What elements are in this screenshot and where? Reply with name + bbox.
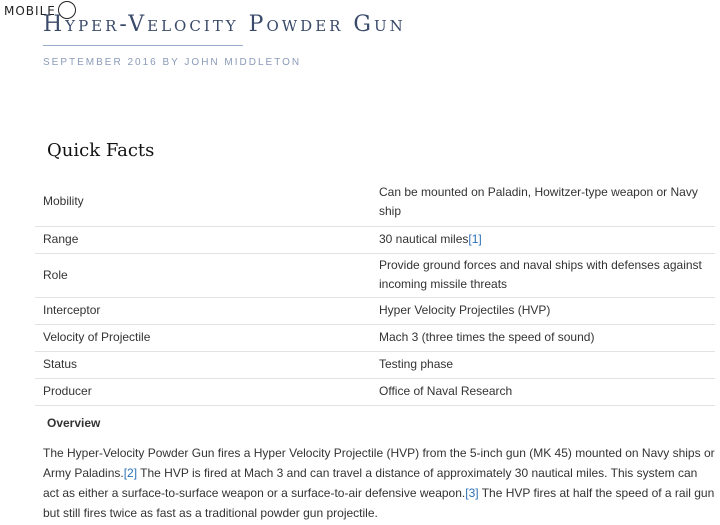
watermark-text: MOBILE [4,4,56,18]
fact-value: Can be mounted on Paladin, Howitzer-type weapon or Navy ship [379,184,698,218]
quick-facts-heading: Quick Facts [47,140,155,161]
fact-label: Producer [43,384,92,398]
table-row [35,351,715,378]
overview-paragraph [43,443,715,523]
overview-text-part: The HVP is fired at Mach 3 and can travel a distance of approximately 30 nautical miles. This system can act as either a surface-to-surface weapon or a surface-to-air defensive weapon. [43,466,698,500]
byline: SEPTEMBER 2016 BY JOHN MIDDLETON [43,57,302,68]
fact-label: Status [43,357,78,371]
reference-link[interactable]: [1] [468,232,482,246]
title-divider [43,45,243,46]
fact-value: Hyper Velocity Projectiles (HVP) [379,303,551,317]
reference-link[interactable]: [2] [123,466,138,480]
table-row [35,297,715,324]
quick-facts-table [35,178,715,406]
fact-value-text: 30 nautical miles [379,232,469,246]
fact-label: Interceptor [43,303,101,317]
fact-label: Range [43,232,79,246]
fact-label: Velocity of Projectile [43,330,151,344]
fact-label: Role [43,267,68,282]
table-row [35,178,715,226]
table-row [35,253,715,297]
overview-text-part: The HVP fires at half the speed of a rail gun but still fires twice as fast as a traditional powder gun projectile. [43,486,715,520]
overview-text-part: The Hyper-Velocity Powder Gun fires a Hyper Velocity Projectile (HVP) from the 5-inch gun (MK 45) mounted on Navy ships or Army Paladins. [43,446,715,480]
fact-value: Testing phase [379,357,454,371]
fact-label: Mobility [43,194,84,209]
overview-heading: Overview [47,416,101,430]
table-row [35,226,715,253]
table-row [35,378,715,405]
fact-value: Mach 3 (three times the speed of sound) [379,330,595,344]
page-title: Hyper-Velocity Powder Gun [43,12,406,37]
fact-value: Provide ground forces and naval ships with defenses against incoming missile threats [379,258,702,291]
table-row [35,324,715,351]
fact-value [371,226,715,253]
fact-value: Office of Naval Research [379,384,513,398]
reference-link[interactable]: [3] [465,486,479,500]
